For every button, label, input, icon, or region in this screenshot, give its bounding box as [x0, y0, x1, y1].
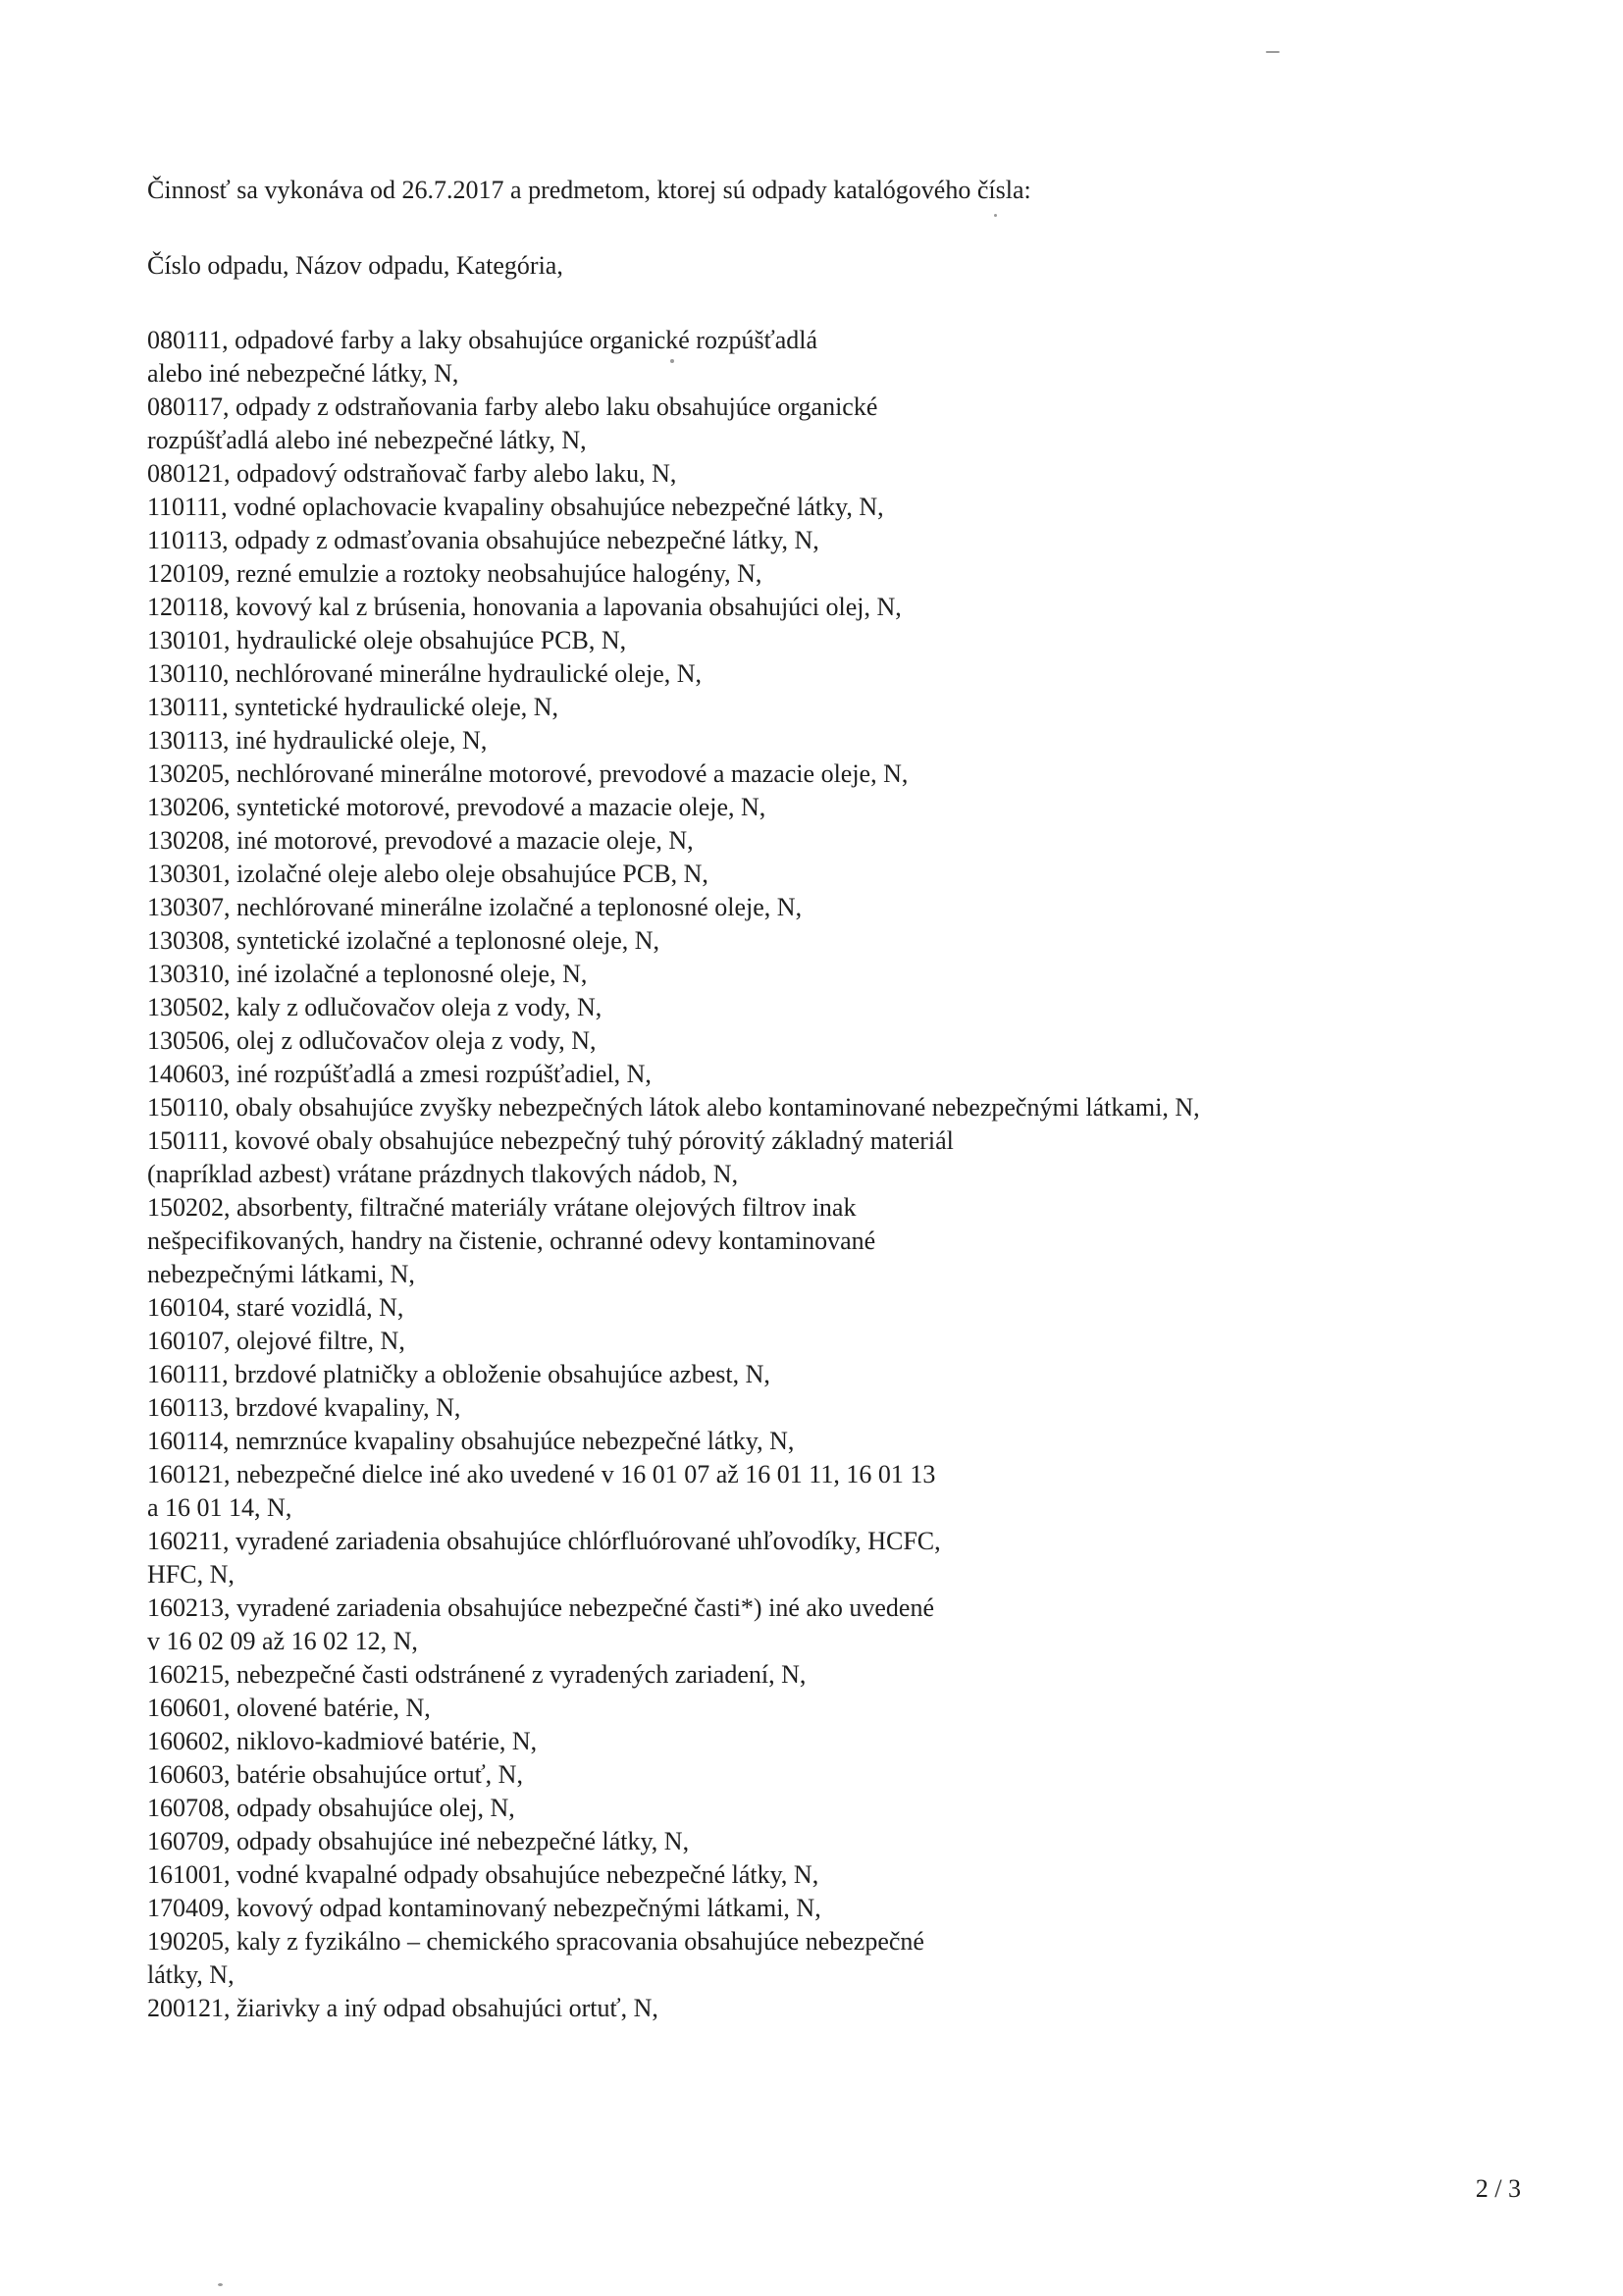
waste-list-line: 130307, nechlórované minerálne izolačné a teplonosné oleje, N, [147, 893, 803, 921]
waste-list-line: 150202, absorbenty, filtračné materiály vrátane olejových filtrov inak [147, 1193, 857, 1222]
waste-list-line: 080117, odpady z odstraňovania farby alebo laku obsahujúce organické [147, 392, 878, 421]
waste-list-line: 161001, vodné kvapalné odpady obsahujúce nebezpečné látky, N, [147, 1860, 819, 1889]
waste-list-line: 160114, nemrznúce kvapaliny obsahujúce nebezpečné látky, N, [147, 1427, 795, 1455]
waste-list-line: 150110, obaly obsahujúce zvyšky nebezpečných látok alebo kontaminované nebezpečnými látkami, N, [147, 1093, 1200, 1122]
page-number: 2 / 3 [1475, 2174, 1521, 2203]
waste-list-line: 130506, olej z odlučovačov oleja z vody, N, [147, 1026, 597, 1055]
waste-list-line: 130101, hydraulické oleje obsahujúce PCB, N, [147, 626, 627, 654]
scan-speck [1266, 51, 1280, 53]
waste-list-line: (napríklad azbest) vrátane prázdnych tlakových nádob, N, [147, 1160, 739, 1188]
waste-list-line: 160211, vyradené zariadenia obsahujúce chlórfluórované uhľovodíky, HCFC, [147, 1527, 941, 1555]
waste-catalogue-list [147, 324, 1200, 2025]
waste-list-line: 160213, vyradené zariadenia obsahujúce nebezpečné časti*) iné ako uvedené [147, 1593, 935, 1622]
waste-list-line: látky, N, [147, 1960, 235, 1989]
list-heading: Číslo odpadu, Názov odpadu, Kategória, [147, 251, 563, 280]
waste-list-line: 200121, žiarivky a iný odpad obsahujúci ortuť, N, [147, 1994, 658, 2022]
scan-speck [994, 214, 997, 217]
waste-list-line: 160121, nebezpečné dielce iné ako uvedené v 16 01 07 až 16 01 11, 16 01 13 [147, 1460, 936, 1488]
waste-list-line: 160111, brzdové platničky a obloženie obsahujúce azbest, N, [147, 1360, 770, 1388]
waste-list-line: 160602, niklovo-kadmiové batérie, N, [147, 1727, 538, 1755]
waste-list-line: 120109, rezné emulzie a roztoky neobsahujúce halogény, N, [147, 559, 762, 588]
waste-list-line: 080111, odpadové farby a laky obsahujúce organické rozpúšťadlá [147, 326, 818, 354]
waste-list-line: 140603, iné rozpúšťadlá a zmesi rozpúšťadiel, N, [147, 1060, 652, 1088]
waste-list-line: rozpúšťadlá alebo iné nebezpečné látky, N, [147, 426, 587, 454]
waste-list-line: 120118, kovový kal z brúsenia, honovania a lapovania obsahujúci olej, N, [147, 593, 902, 621]
waste-list-line: 160601, olovené batérie, N, [147, 1694, 431, 1722]
waste-list-line: 130502, kaly z odlučovačov oleja z vody, N, [147, 993, 602, 1021]
waste-list-line: 130110, nechlórované minerálne hydraulické oleje, N, [147, 659, 703, 688]
waste-list-line: 130208, iné motorové, prevodové a mazacie oleje, N, [147, 826, 694, 855]
waste-list-line: 130206, syntetické motorové, prevodové a mazacie oleje, N, [147, 793, 766, 821]
waste-list-line: 130308, syntetické izolačné a teplonosné oleje, N, [147, 926, 660, 955]
scan-speck [218, 2283, 223, 2286]
waste-list-line: 080121, odpadový odstraňovač farby alebo laku, N, [147, 459, 677, 488]
waste-list-line: 130301, izolačné oleje alebo oleje obsahujúce PCB, N, [147, 860, 708, 888]
waste-list-line: 110111, vodné oplachovacie kvapaliny obsahujúce nebezpečné látky, N, [147, 493, 884, 521]
waste-list-line: 160107, olejové filtre, N, [147, 1327, 405, 1355]
waste-list-line: a 16 01 14, N, [147, 1493, 292, 1522]
waste-list-line: v 16 02 09 až 16 02 12, N, [147, 1627, 418, 1655]
waste-list-line: 130111, syntetické hydraulické oleje, N, [147, 693, 559, 721]
waste-list-line: 160708, odpady obsahujúce olej, N, [147, 1794, 515, 1822]
waste-list-line: 160215, nebezpečné časti odstránené z vyradených zariadení, N, [147, 1660, 807, 1689]
waste-list-line: 160113, brzdové kvapaliny, N, [147, 1393, 461, 1422]
waste-list-line: 130113, iné hydraulické oleje, N, [147, 726, 488, 755]
waste-list-line: 160603, batérie obsahujúce ortuť, N, [147, 1760, 523, 1789]
waste-list-line: 170409, kovový odpad kontaminovaný nebezpečnými látkami, N, [147, 1894, 821, 1922]
waste-list-line: 130310, iné izolačné a teplonosné oleje, N, [147, 960, 588, 988]
waste-list-line: nebezpečnými látkami, N, [147, 1260, 415, 1288]
waste-list-line: 130205, nechlórované minerálne motorové, prevodové a mazacie oleje, N, [147, 759, 909, 788]
intro-sentence: Činnosť sa vykonáva od 26.7.2017 a predmetom, ktorej sú odpady katalógového čísla: [147, 176, 1031, 204]
waste-list-line: HFC, N, [147, 1560, 235, 1589]
waste-list-line: alebo iné nebezpečné látky, N, [147, 359, 459, 388]
waste-list-line: 150111, kovové obaly obsahujúce nebezpečný tuhý pórovitý základný materiál [147, 1126, 954, 1155]
waste-list-line: 160104, staré vozidlá, N, [147, 1293, 404, 1322]
waste-list-line: 190205, kaly z fyzikálno – chemického spracovania obsahujúce nebezpečné [147, 1927, 924, 1956]
waste-list-line: 110113, odpady z odmasťovania obsahujúce nebezpečné látky, N, [147, 526, 819, 554]
waste-list-line: nešpecifikovaných, handry na čistenie, ochranné odevy kontaminované [147, 1226, 876, 1255]
waste-list-line: 160709, odpady obsahujúce iné nebezpečné látky, N, [147, 1827, 690, 1855]
